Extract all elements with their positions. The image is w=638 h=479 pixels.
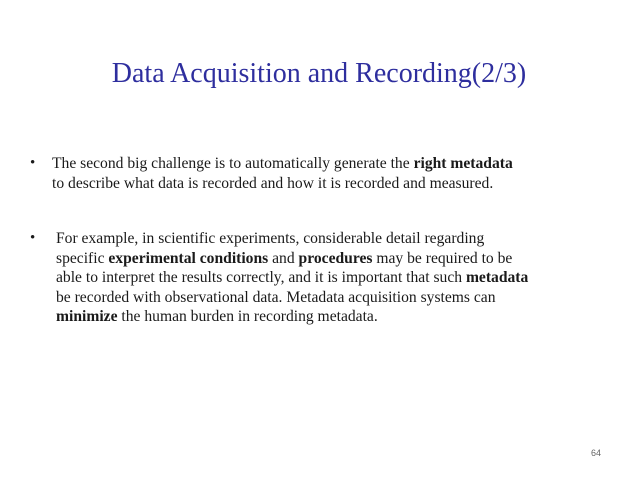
text-line <box>56 268 620 288</box>
text-line: to describe what data is recorded and how it is recorded and measured. <box>52 174 494 192</box>
text-run: and <box>268 249 299 267</box>
text-line <box>56 249 620 269</box>
text-line <box>56 307 620 327</box>
text-run: may be required to be <box>372 249 513 267</box>
text-line: For example, in scientific experiments, considerable detail regarding <box>56 230 485 247</box>
text-run: specific <box>56 249 109 267</box>
bullet-marker: • <box>30 155 36 171</box>
bold-term: procedures <box>298 249 373 267</box>
bold-term: minimize <box>56 308 118 325</box>
bold-term: experimental conditions <box>108 249 269 267</box>
bold-term: metadata <box>465 269 529 286</box>
text-run: The second big challenge is to automatically generate the <box>52 155 414 172</box>
text-line <box>52 154 620 174</box>
page-number: 64 <box>590 448 601 458</box>
bold-term: right metadata <box>413 155 513 172</box>
text-run: able to interpret the results correctly, and it is important that such <box>56 269 466 286</box>
slide-title: Data Acquisition and Recording(2/3) <box>111 58 527 89</box>
text-line: be recorded with observational data. Metadata acquisition systems can <box>56 288 496 306</box>
bullet-text <box>56 229 620 327</box>
bullet-marker: • <box>30 230 36 246</box>
text-run: the human burden in recording metadata. <box>117 308 378 325</box>
bullet-text <box>52 154 620 193</box>
